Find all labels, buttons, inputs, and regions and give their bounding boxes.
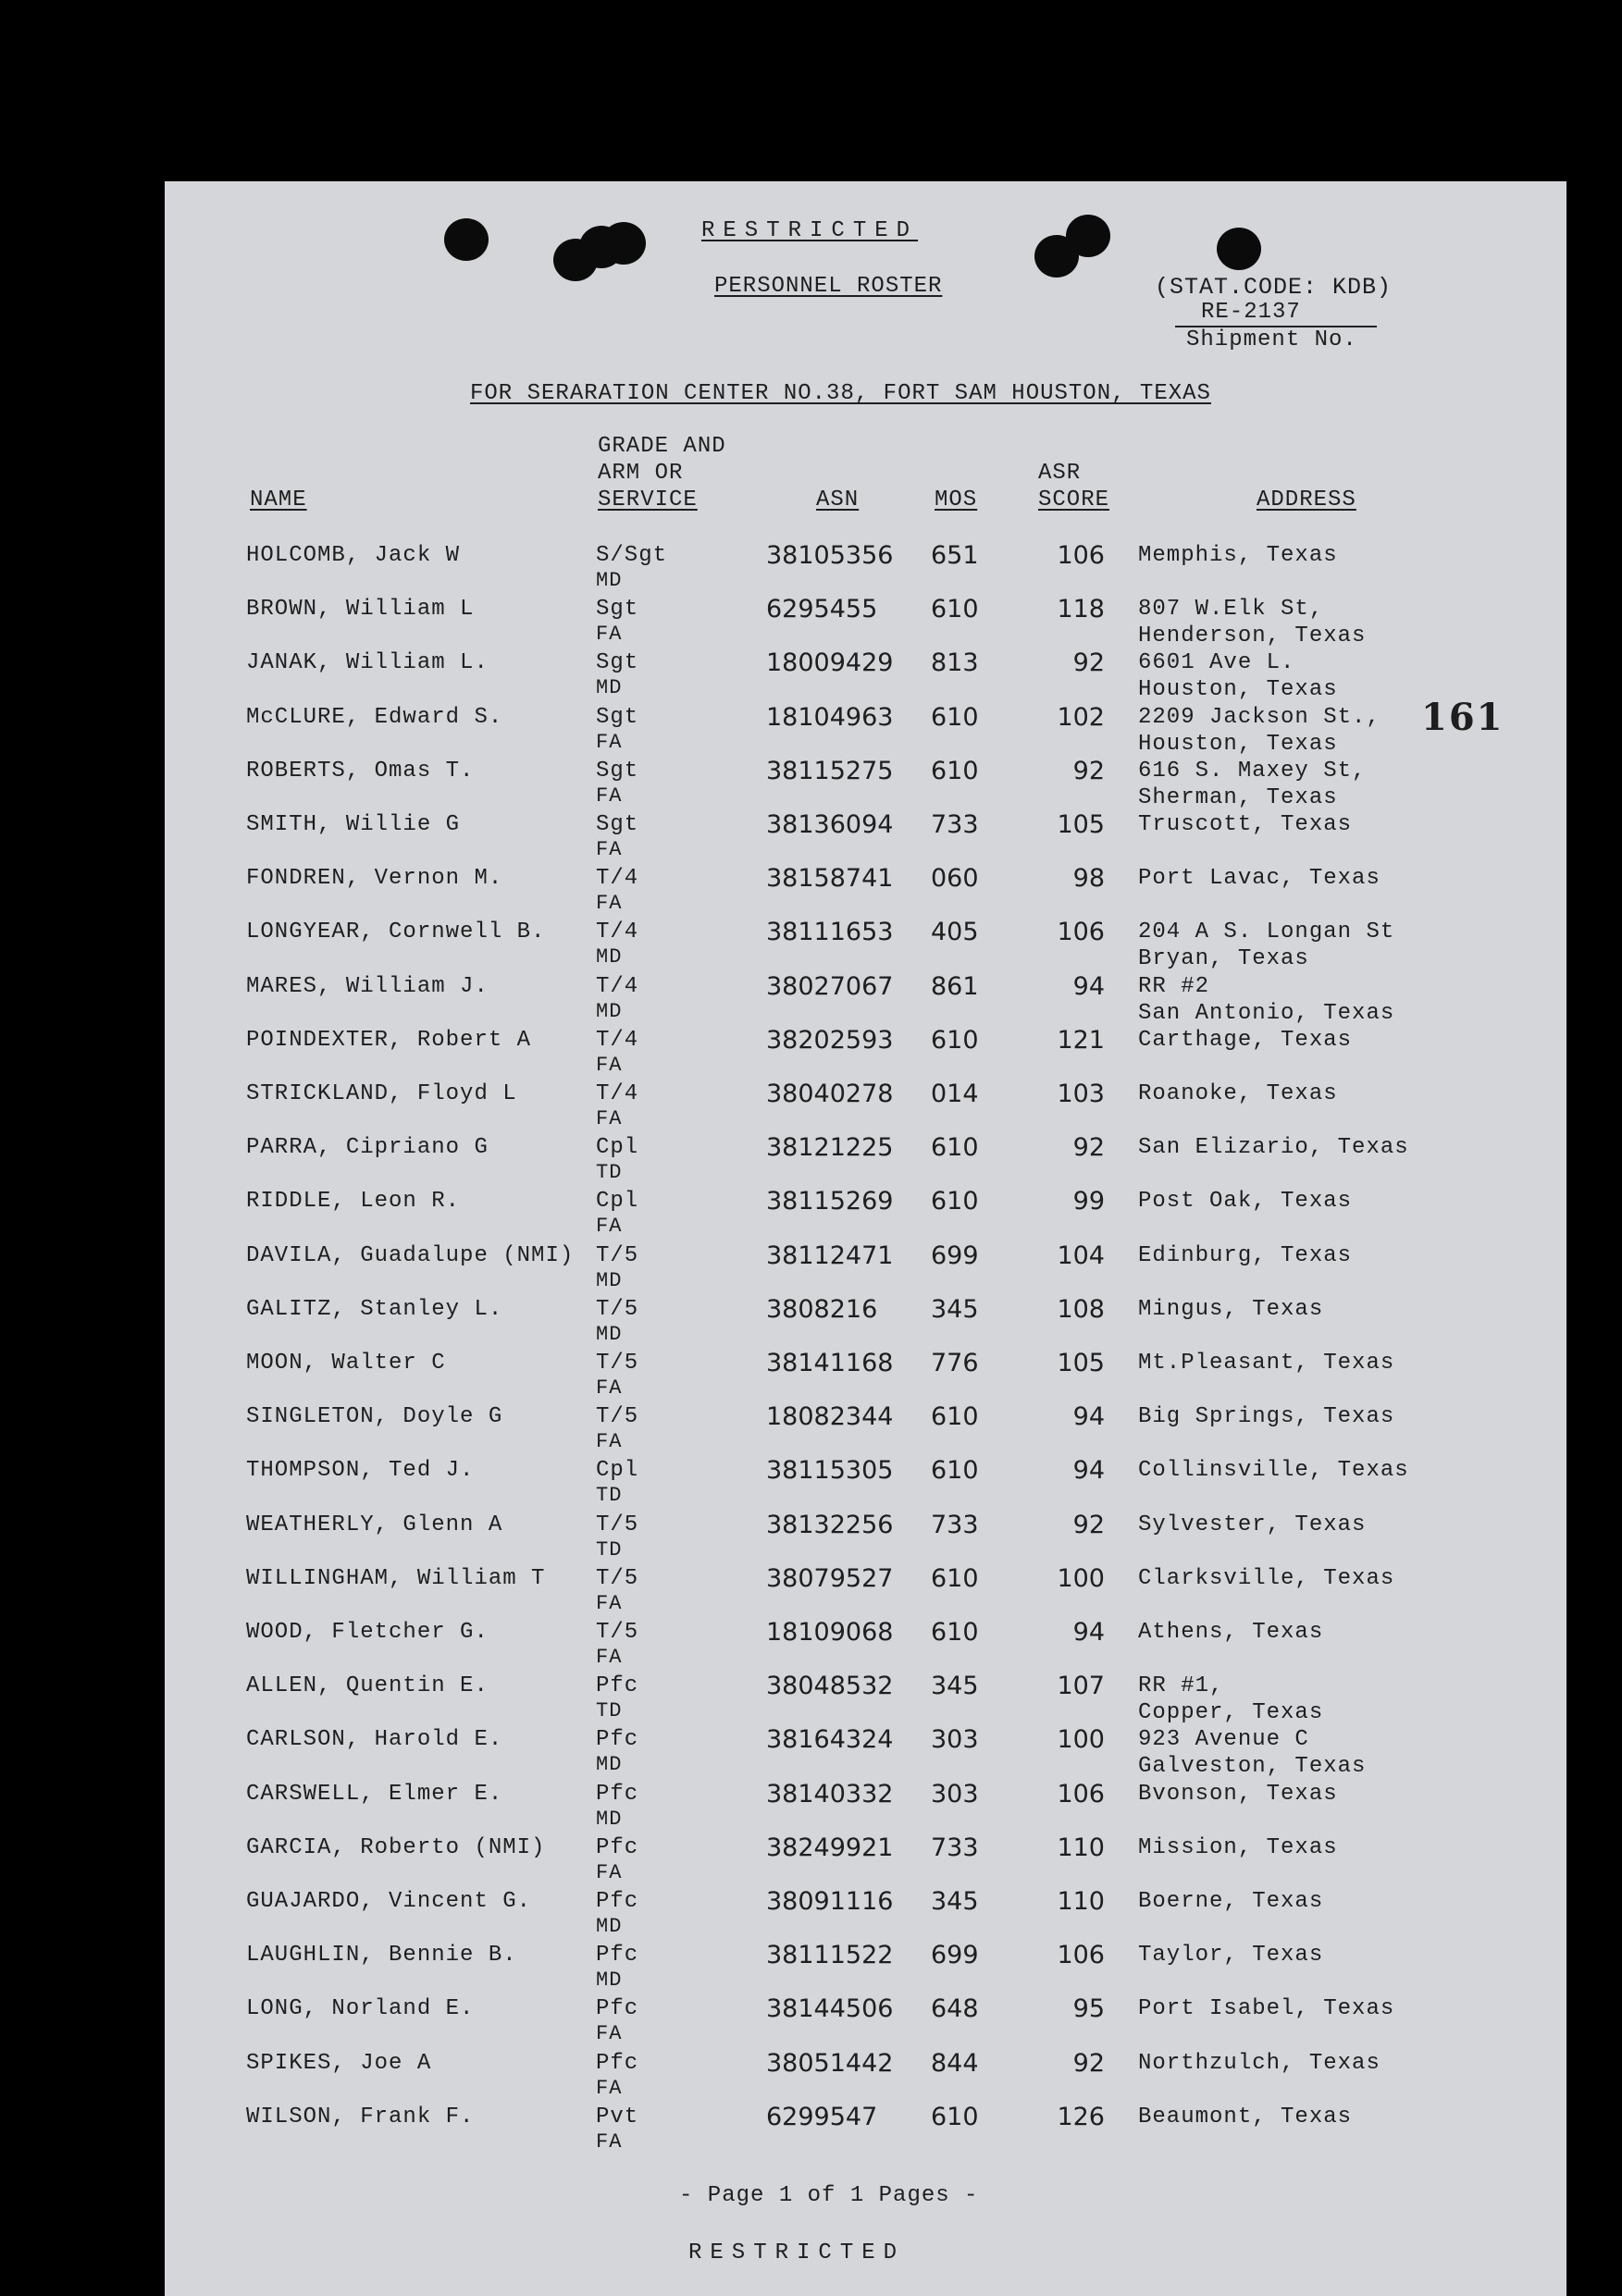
table-row	[165, 1350, 1566, 1403]
roster-score: 100	[1057, 1725, 1105, 1755]
roster-name: BROWN, William L	[246, 597, 475, 623]
roster-asn: 18104963	[766, 702, 894, 732]
roster-asn: 38105356	[766, 541, 894, 570]
roster-name: HOLCOMB, Jack W	[246, 543, 461, 568]
roster-asn: 38111522	[766, 1941, 894, 1970]
roster-name: MARES, William J.	[246, 973, 489, 999]
roster-arm: FA	[596, 1646, 623, 1669]
roster-address-line1: Port Isabel, Texas	[1138, 1996, 1395, 2022]
roster-name: McCLURE, Edward S.	[246, 704, 503, 730]
roster-arm: MD	[596, 1268, 623, 1292]
roster-grade: S/Sgt	[596, 543, 668, 568]
roster-mos: 844	[931, 2048, 979, 2078]
table-row	[165, 1834, 1566, 1888]
roster-asn: 38115275	[766, 756, 894, 785]
roster-arm: MD	[596, 945, 623, 969]
roster-mos: 610	[931, 1025, 979, 1055]
roster-mos: 610	[931, 1133, 979, 1163]
roster-asn: 18009429	[766, 648, 894, 678]
roster-address-line1: Port Lavac, Texas	[1138, 866, 1381, 892]
roster-arm: TD	[596, 1699, 623, 1723]
table-row	[165, 1619, 1566, 1673]
table-row	[165, 865, 1566, 919]
roster-address-line1: Athens, Texas	[1138, 1620, 1324, 1645]
roster-address-line1: Edinburg, Texas	[1138, 1242, 1353, 1268]
table-row	[165, 1080, 1566, 1134]
roster-address-line1: RR #1,	[1138, 1673, 1224, 1699]
roster-grade: Sgt	[596, 597, 639, 623]
roster-asn: 38202593	[766, 1025, 894, 1055]
roster-grade: Pfc	[596, 1943, 639, 1969]
roster-asn: 38144506	[766, 1994, 894, 2024]
roster-mos: 405	[931, 918, 979, 947]
roster-grade: T/5	[596, 1296, 639, 1322]
roster-score: 118	[1057, 595, 1105, 624]
roster-mos: 345	[931, 1672, 979, 1701]
roster-name: LAUGHLIN, Bennie B.	[246, 1943, 517, 1969]
roster-score: 94	[1072, 971, 1105, 1001]
roster-grade: Pvt	[596, 2104, 639, 2129]
roster-asn: 38136094	[766, 810, 894, 839]
roster-address-line1: Collinsville, Texas	[1138, 1458, 1409, 1484]
table-row	[165, 1134, 1566, 1188]
roster-grade: Pfc	[596, 1673, 639, 1699]
roster-arm: MD	[596, 1915, 623, 1938]
roster-grade: Pfc	[596, 1996, 639, 2022]
shipment-label: Shipment No.	[1186, 327, 1357, 352]
roster-grade: T/4	[596, 1027, 639, 1053]
roster-score: 106	[1057, 1941, 1105, 1970]
roster-asn: 38048532	[766, 1672, 894, 1701]
roster-name: GUAJARDO, Vincent G.	[246, 1889, 532, 1914]
roster-asn: 38027067	[766, 971, 894, 1001]
table-row	[165, 758, 1566, 811]
roster-address-line1: Post Oak, Texas	[1138, 1189, 1353, 1215]
roster-grade: Pfc	[596, 2050, 639, 2076]
roster-mos: 610	[931, 702, 979, 732]
column-header-score-line2: SCORE	[1038, 488, 1110, 512]
table-row	[165, 1188, 1566, 1241]
roster-address-line1: Big Springs, Texas	[1138, 1404, 1395, 1430]
roster-grade: Cpl	[596, 1189, 639, 1215]
roster-mos: 345	[931, 1887, 979, 1916]
roster-grade: T/5	[596, 1404, 639, 1430]
roster-grade: T/5	[596, 1242, 639, 1268]
table-row	[165, 811, 1566, 865]
roster-arm: FA	[596, 1430, 623, 1454]
roster-score: 103	[1057, 1080, 1105, 1108]
roster-name: MOON, Walter C	[246, 1351, 446, 1376]
roster-grade: Pfc	[596, 1889, 639, 1914]
roster-name: WILSON, Frank F.	[246, 2104, 475, 2129]
roster-grade: Sgt	[596, 812, 639, 837]
table-row	[165, 649, 1566, 703]
roster-mos: 610	[931, 1618, 979, 1647]
roster-name: WILLINGHAM, William T	[246, 1565, 546, 1591]
table-row	[165, 1781, 1566, 1834]
table-row	[165, 542, 1566, 596]
roster-name: WEATHERLY, Glenn A	[246, 1512, 503, 1537]
roster-arm: FA	[596, 1215, 623, 1239]
roster-score: 110	[1057, 1833, 1105, 1862]
roster-arm: TD	[596, 1484, 623, 1508]
column-header-grade-line2: ARM OR	[598, 461, 684, 486]
table-row	[165, 919, 1566, 972]
roster-name: PARRA, Cipriano G	[246, 1135, 489, 1161]
roster-asn: 38121225	[766, 1133, 894, 1163]
roster-address-line1: Carthage, Texas	[1138, 1027, 1353, 1053]
roster-name: FONDREN, Vernon M.	[246, 866, 503, 892]
roster-mos: 651	[931, 541, 979, 570]
column-header-address: ADDRESS	[1257, 488, 1356, 512]
roster-score: 95	[1072, 1994, 1105, 2024]
roster-name: ROBERTS, Omas T.	[246, 758, 475, 784]
roster-name: CARSWELL, Elmer E.	[246, 1781, 503, 1807]
punch-hole	[601, 222, 646, 265]
roster-address-line1: 616 S. Maxey St,	[1138, 758, 1367, 784]
roster-address-line1: Northzulch, Texas	[1138, 2050, 1381, 2076]
roster-address-line2: Bryan, Texas	[1138, 946, 1309, 972]
roster-arm: MD	[596, 999, 623, 1023]
roster-mos: 813	[931, 648, 979, 678]
roster-arm: MD	[596, 1753, 623, 1777]
roster-name: WOOD, Fletcher G.	[246, 1620, 489, 1645]
roster-name: CARLSON, Harold E.	[246, 1727, 503, 1753]
roster-arm: MD	[596, 1807, 623, 1831]
roster-mos: 610	[931, 1456, 979, 1486]
roster-grade: T/4	[596, 866, 639, 892]
roster-grade: T/5	[596, 1620, 639, 1645]
roster-asn: 3808216	[766, 1294, 878, 1324]
roster-mos: 699	[931, 1241, 979, 1270]
table-row	[165, 1942, 1566, 1995]
punch-hole	[1066, 215, 1110, 257]
roster-address-line1: Bvonson, Texas	[1138, 1781, 1338, 1807]
roster-mos: 610	[931, 1187, 979, 1216]
roster-mos: 733	[931, 1510, 979, 1539]
roster-asn: 38140332	[766, 1779, 894, 1808]
roster-score: 126	[1057, 2102, 1105, 2131]
roster-address-line1: Boerne, Texas	[1138, 1889, 1324, 1914]
table-row	[165, 1403, 1566, 1457]
roster-asn: 38091116	[766, 1887, 894, 1916]
roster-address-line1: 204 A S. Longan St	[1138, 920, 1395, 945]
roster-mos: 610	[931, 1563, 979, 1593]
roster-grade: T/5	[596, 1351, 639, 1376]
roster-address-line2: Copper, Texas	[1138, 1700, 1324, 1726]
roster-mos: 861	[931, 971, 979, 1001]
roster-mos: 303	[931, 1725, 979, 1755]
punch-hole	[444, 218, 489, 261]
roster-grade: T/4	[596, 1081, 639, 1106]
roster-arm: FA	[596, 892, 623, 916]
roster-address-line1: 807 W.Elk St,	[1138, 597, 1324, 623]
table-row	[165, 2104, 1566, 2157]
roster-mos: 303	[931, 1779, 979, 1808]
roster-score: 110	[1057, 1887, 1105, 1916]
roster-name: GARCIA, Roberto (NMI)	[246, 1834, 546, 1860]
column-header-mos: MOS	[935, 488, 978, 512]
roster-asn: 38249921	[766, 1833, 894, 1862]
roster-title: PERSONNEL ROSTER	[714, 274, 943, 299]
roster-address-line1: San Elizario, Texas	[1138, 1135, 1409, 1161]
roster-grade: T/5	[596, 1565, 639, 1591]
roster-mos: 610	[931, 1402, 979, 1432]
roster-score: 108	[1057, 1294, 1105, 1324]
roster-arm: FA	[596, 1107, 623, 1130]
roster-arm: FA	[596, 838, 623, 861]
roster-arm: FA	[596, 784, 623, 808]
roster-score: 106	[1057, 1779, 1105, 1808]
stamp-number: 161	[1421, 696, 1504, 739]
roster-asn: 38132256	[766, 1510, 894, 1539]
roster-address-line2: San Antonio, Texas	[1138, 1000, 1395, 1026]
table-row	[165, 1565, 1566, 1619]
roster-arm: MD	[596, 1322, 623, 1346]
table-row	[165, 973, 1566, 1027]
roster-asn: 38164324	[766, 1725, 894, 1755]
roster-arm: MD	[596, 569, 623, 592]
roster-arm: MD	[596, 676, 623, 700]
roster-score: 92	[1072, 756, 1105, 785]
roster-address-line1: Mt.Pleasant, Texas	[1138, 1351, 1395, 1376]
roster-address-line1: 6601 Ave L.	[1138, 650, 1295, 676]
roster-address-line1: RR #2	[1138, 973, 1210, 999]
roster-name: LONGYEAR, Cornwell B.	[246, 920, 546, 945]
roster-name: SPIKES, Joe A	[246, 2050, 432, 2076]
roster-score: 99	[1072, 1187, 1105, 1216]
roster-name: DAVILA, Guadalupe (NMI)	[246, 1242, 575, 1268]
roster-address-line2: Houston, Texas	[1138, 731, 1338, 757]
roster-name: STRICKLAND, Floyd L	[246, 1081, 517, 1106]
column-header-grade-line1: GRADE AND	[598, 434, 726, 459]
column-header-grade-line3: SERVICE	[598, 488, 698, 512]
roster-grade: Cpl	[596, 1458, 639, 1484]
restricted-marking-bottom: RESTRICTED	[688, 2240, 906, 2265]
roster-address-line1: Roanoke, Texas	[1138, 1081, 1338, 1106]
roster-grade: Sgt	[596, 650, 639, 676]
page-info: - Page 1 of 1 Pages -	[679, 2183, 979, 2208]
table-row	[165, 1027, 1566, 1080]
roster-score: 92	[1072, 1133, 1105, 1163]
center-line: FOR SERARATION CENTER NO.38, FORT SAM HOUSTON, TEXAS	[470, 381, 1211, 406]
roster-grade: Sgt	[596, 758, 639, 784]
roster-asn: 38115269	[766, 1187, 894, 1216]
roster-score: 105	[1057, 1349, 1105, 1377]
roster-grade: T/4	[596, 920, 639, 945]
roster-grade: T/4	[596, 973, 639, 999]
roster-name: JANAK, William L.	[246, 650, 489, 676]
roster-grade: Pfc	[596, 1727, 639, 1753]
roster-grade: Pfc	[596, 1834, 639, 1860]
roster-asn: 18082344	[766, 1402, 894, 1432]
table-row	[165, 704, 1566, 758]
table-row	[165, 1242, 1566, 1296]
roster-score: 98	[1072, 864, 1105, 894]
roster-asn: 38079527	[766, 1563, 894, 1593]
roster-asn: 38051442	[766, 2048, 894, 2078]
roster-mos: 610	[931, 595, 979, 624]
table-row	[165, 1296, 1566, 1350]
roster-score: 105	[1057, 810, 1105, 839]
roster-asn: 38112471	[766, 1241, 894, 1270]
roster-score: 102	[1057, 702, 1105, 732]
roster-asn: 38158741	[766, 864, 894, 894]
roster-arm: FA	[596, 1591, 623, 1615]
roster-mos: 699	[931, 1941, 979, 1970]
roster-name: THOMPSON, Ted J.	[246, 1458, 475, 1484]
roster-mos: 060	[931, 864, 979, 894]
roster-arm: FA	[596, 623, 623, 647]
roster-asn: 6295455	[766, 595, 878, 624]
roster-score: 107	[1057, 1672, 1105, 1701]
roster-arm: FA	[596, 2076, 623, 2100]
roster-name: SINGLETON, Doyle G	[246, 1404, 503, 1430]
roster-mos: 014	[931, 1080, 979, 1108]
column-header-name: NAME	[250, 488, 307, 512]
roster-name: LONG, Norland E.	[246, 1996, 475, 2022]
roster-name: SMITH, Willie G	[246, 812, 461, 837]
roster-name: POINDEXTER, Robert A	[246, 1027, 532, 1053]
table-row	[165, 596, 1566, 649]
roster-address-line1: 2209 Jackson St.,	[1138, 704, 1381, 730]
roster-score: 92	[1072, 2048, 1105, 2078]
roster-arm: FA	[596, 1860, 623, 1884]
roster-address-line1: Mingus, Texas	[1138, 1296, 1324, 1322]
roster-asn: 38141168	[766, 1349, 894, 1377]
table-row	[165, 2050, 1566, 2104]
roster-address-line1: Sylvester, Texas	[1138, 1512, 1367, 1537]
roster-arm: FA	[596, 1053, 623, 1077]
roster-score: 100	[1057, 1563, 1105, 1593]
roster-mos: 733	[931, 1833, 979, 1862]
column-header-asn: ASN	[816, 488, 860, 512]
roster-mos: 648	[931, 1994, 979, 2024]
roster-mos: 610	[931, 2102, 979, 2131]
roster-arm: MD	[596, 1969, 623, 1993]
roster-name: ALLEN, Quentin E.	[246, 1673, 489, 1699]
roster-mos: 733	[931, 810, 979, 839]
roster-mos: 776	[931, 1349, 979, 1377]
roster-score: 94	[1072, 1456, 1105, 1486]
roster-arm: FA	[596, 2129, 623, 2154]
column-header-score-line1: ASR	[1038, 461, 1082, 486]
roster-grade: Sgt	[596, 704, 639, 730]
roster-address-line1: Memphis, Texas	[1138, 543, 1338, 568]
roster-arm: TD	[596, 1537, 623, 1562]
roster-score: 121	[1057, 1025, 1105, 1055]
roster-address-line1: Truscott, Texas	[1138, 812, 1353, 837]
restricted-marking-top: RESTRICTED	[701, 218, 919, 243]
table-row	[165, 1457, 1566, 1511]
roster-address-line1: Beaumont, Texas	[1138, 2104, 1353, 2129]
roster-name: RIDDLE, Leon R.	[246, 1189, 461, 1215]
roster-asn: 38111653	[766, 918, 894, 947]
roster-arm: TD	[596, 1161, 623, 1185]
roster-score: 92	[1072, 1510, 1105, 1539]
roster-score: 106	[1057, 918, 1105, 947]
roster-arm: FA	[596, 730, 623, 754]
table-row	[165, 1673, 1566, 1726]
roster-score: 104	[1057, 1241, 1105, 1270]
roster-score: 94	[1072, 1402, 1105, 1432]
roster-mos: 345	[931, 1294, 979, 1324]
roster-grade: Pfc	[596, 1781, 639, 1807]
roster-address-line2: Sherman, Texas	[1138, 784, 1338, 810]
roster-address-line2: Henderson, Texas	[1138, 623, 1367, 649]
punch-hole	[1217, 228, 1261, 270]
roster-address-line2: Galveston, Texas	[1138, 1754, 1367, 1780]
roster-score: 92	[1072, 648, 1105, 678]
roster-address-line2: Houston, Texas	[1138, 677, 1338, 703]
roster-score: 94	[1072, 1618, 1105, 1647]
table-row	[165, 1512, 1566, 1565]
roster-address-line1: Taylor, Texas	[1138, 1943, 1324, 1969]
table-row	[165, 1726, 1566, 1780]
roster-score: 106	[1057, 541, 1105, 570]
roster-grade: T/5	[596, 1512, 639, 1537]
roster-asn: 6299547	[766, 2102, 878, 2131]
roster-address-line1: Mission, Texas	[1138, 1834, 1338, 1860]
roster-address-line1: 923 Avenue C	[1138, 1727, 1309, 1753]
table-row	[165, 1995, 1566, 2049]
roster-mos: 610	[931, 756, 979, 785]
roster-asn: 38040278	[766, 1080, 894, 1108]
stat-code: (STAT.CODE: KDB)	[1155, 274, 1393, 301]
roster-name: GALITZ, Stanley L.	[246, 1296, 503, 1322]
roster-page	[165, 181, 1566, 2296]
shipment-code: RE-2137	[1201, 300, 1301, 325]
roster-asn: 38115305	[766, 1456, 894, 1486]
roster-address-line1: Clarksville, Texas	[1138, 1565, 1395, 1591]
roster-arm: FA	[596, 1376, 623, 1400]
roster-asn: 18109068	[766, 1618, 894, 1647]
roster-arm: FA	[596, 2022, 623, 2046]
table-row	[165, 1888, 1566, 1942]
roster-grade: Cpl	[596, 1135, 639, 1161]
